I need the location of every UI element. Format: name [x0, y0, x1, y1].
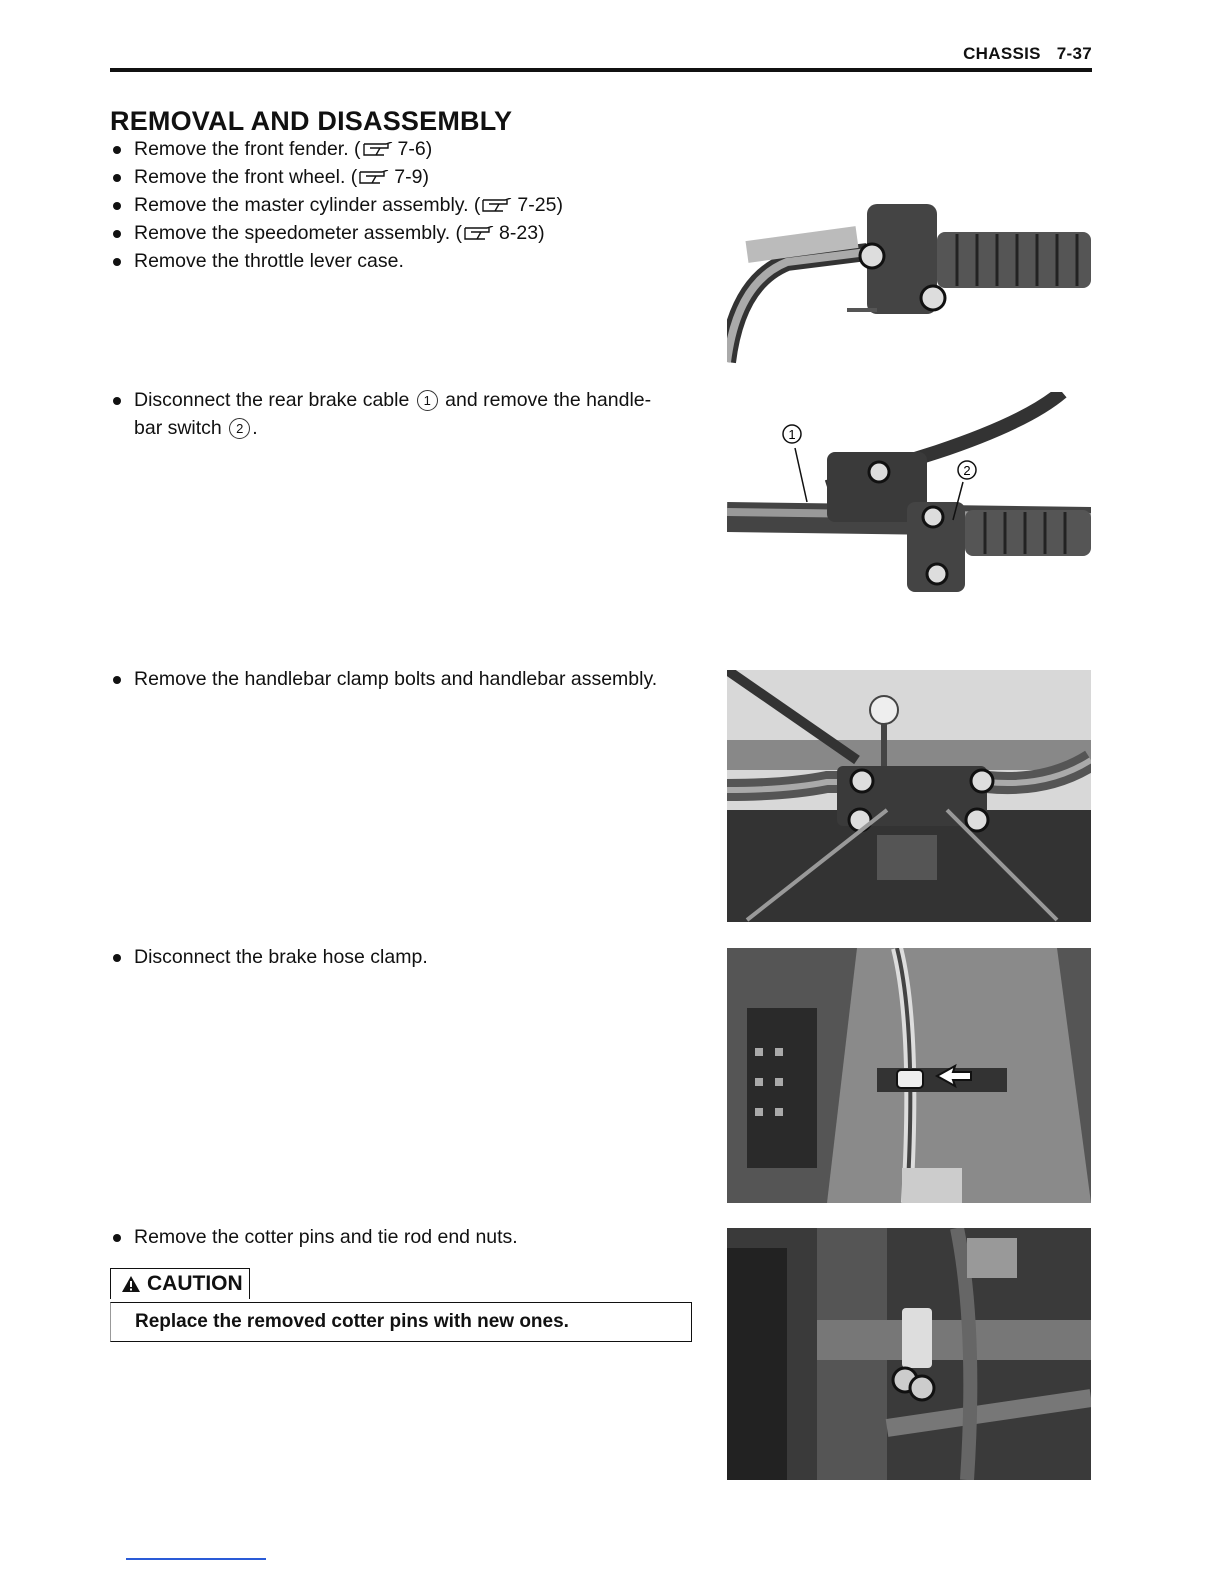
photo-brake-cable: [727, 392, 1091, 642]
list-item: Remove the handlebar clamp bolts and handlebar assembly.: [110, 665, 714, 693]
list-item: Remove the speedometer assembly. ( 8-23): [110, 219, 694, 247]
caution-box: [110, 1302, 692, 1342]
photo-callout-1: 1: [788, 427, 796, 442]
section-name: CHASSIS: [963, 44, 1041, 63]
photo-callout-2: 2: [963, 463, 971, 478]
photo-brake-hose-clamp: [727, 948, 1091, 1203]
list-item: Remove the front wheel. ( 7-9): [110, 163, 694, 191]
handlebar-step-list: [110, 665, 714, 693]
callout-1: 1: [417, 390, 438, 411]
photo-handlebar-clamp: [727, 670, 1091, 922]
list-item: Remove the front fender. ( 7-6): [110, 135, 694, 163]
reference-hand-icon: [481, 198, 515, 212]
reference-hand-icon: [362, 142, 396, 156]
caution-text: Replace the removed cotter pins with new ones.: [135, 1311, 569, 1332]
list-item: Disconnect the brake hose clamp.: [110, 943, 694, 971]
list-item: Remove the cotter pins and tie rod end nuts.: [110, 1223, 694, 1251]
page-header: [963, 44, 1092, 64]
photo-tie-rod-ends: [727, 1228, 1091, 1480]
list-item: Remove the master cylinder assembly. ( 7-25): [110, 191, 694, 219]
removal-steps-list: [110, 135, 694, 275]
header-rule: [110, 68, 1092, 72]
footer-link-line: [126, 1558, 266, 1560]
list-item: Remove the throttle lever case.: [110, 247, 694, 275]
reference-hand-icon: [358, 170, 392, 184]
photo-throttle-case: [727, 112, 1091, 366]
caution-label: CAUTION: [110, 1268, 250, 1299]
warning-triangle-icon: [121, 1275, 141, 1293]
list-item: Disconnect the rear brake cable 1 and remove the handle- bar switch 2 .: [110, 386, 714, 442]
cotter-step-list: [110, 1223, 694, 1251]
hose-step-list: [110, 943, 694, 971]
page-title: REMOVAL AND DISASSEMBLY: [110, 106, 513, 136]
cable-step-list: [110, 386, 714, 442]
reference-hand-icon: [463, 226, 497, 240]
callout-2: 2: [229, 418, 250, 439]
page-number: 7-37: [1056, 44, 1092, 63]
